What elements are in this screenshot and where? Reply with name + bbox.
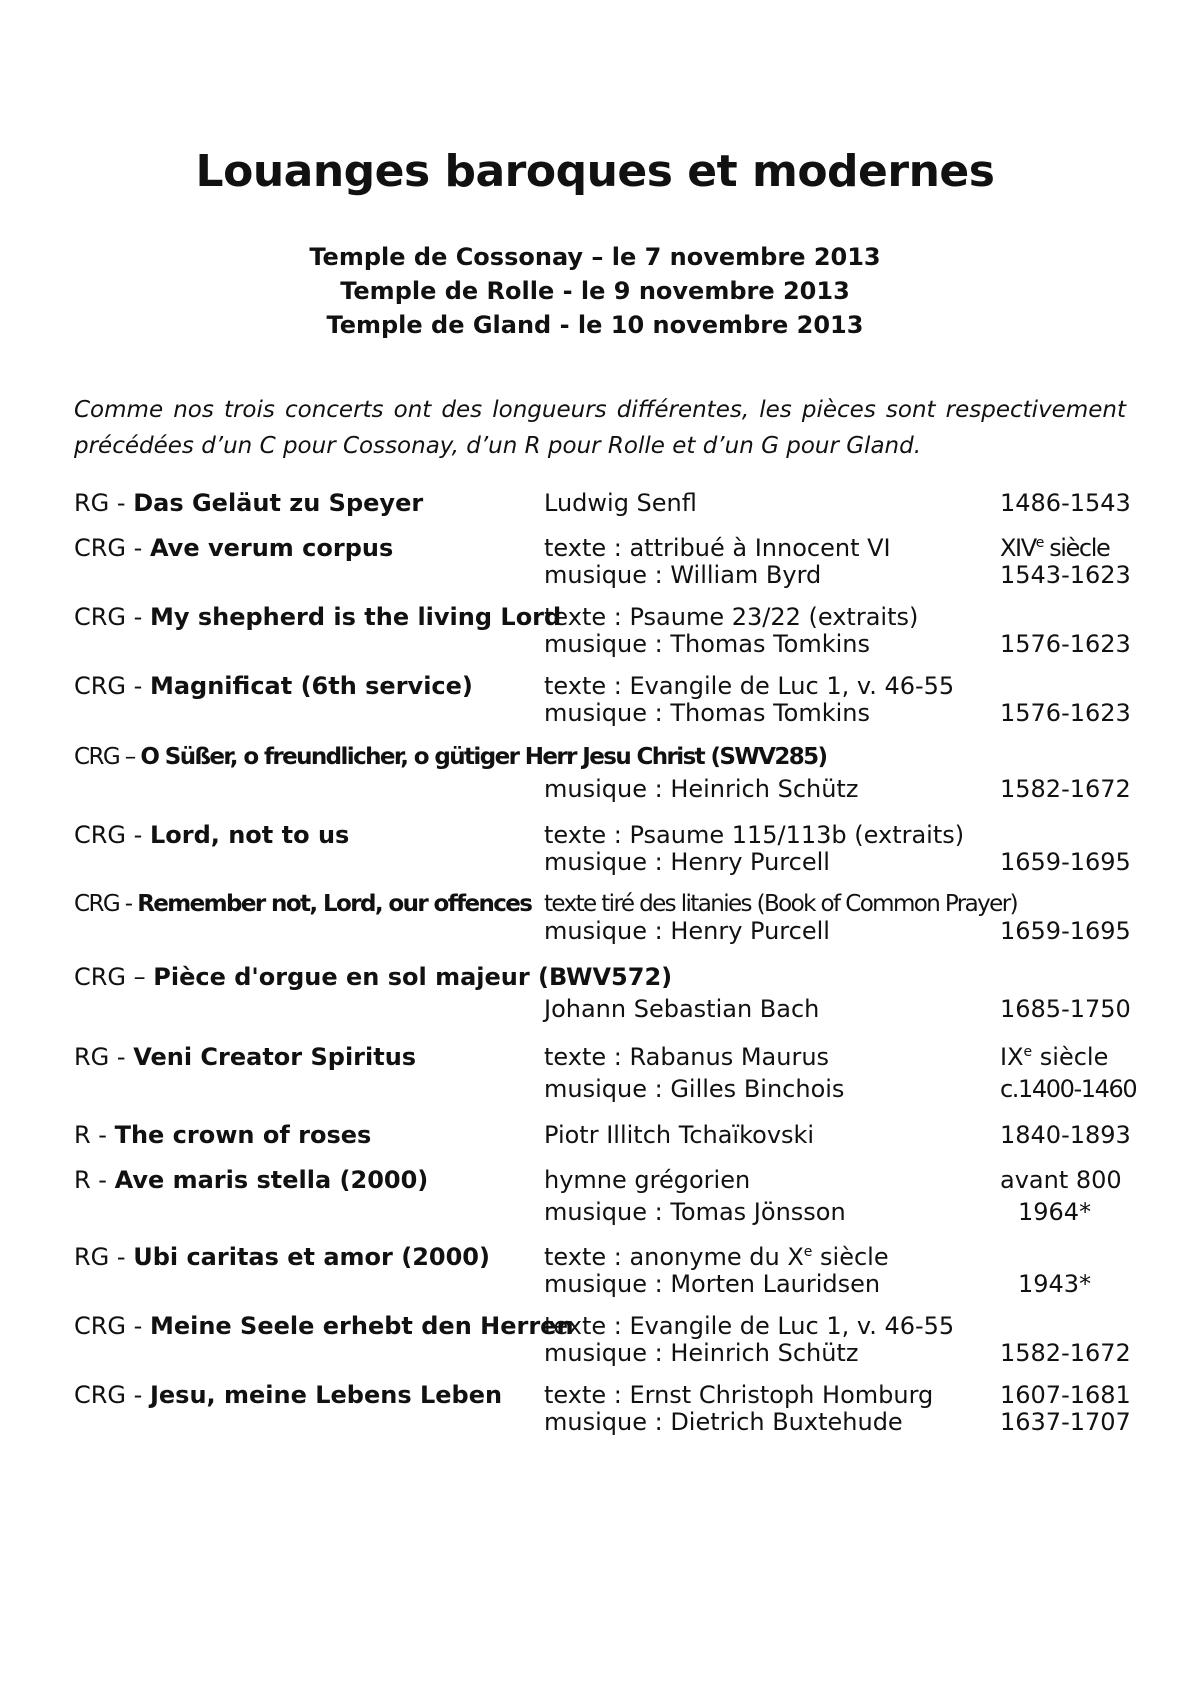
date-value <box>1000 1338 1131 1368</box>
credit-line <box>544 1269 880 1299</box>
date-text: 1607-1681 <box>1000 1381 1131 1409</box>
piece-title: Das Geläut zu Speyer <box>133 489 424 517</box>
credit-text: musique : Heinrich Schütz <box>544 775 859 803</box>
credit-text-suffix: siècle <box>812 1243 889 1271</box>
piece-title: Ave verum corpus <box>149 534 394 562</box>
date-text: 1486-1543 <box>1000 489 1131 517</box>
credit-line <box>544 774 858 804</box>
credit-text: musique : Dietrich Buxtehude <box>544 1408 903 1436</box>
date-text: 1582-1672 <box>1000 1339 1131 1367</box>
credit-line <box>544 1042 829 1072</box>
credit-text: musique : Thomas Tomkins <box>544 699 871 727</box>
date-suffix: siècle <box>1032 1043 1109 1071</box>
page-title: Louanges baroques et modernes <box>195 146 995 197</box>
credit-text: Ludwig Senfl <box>544 489 697 517</box>
date-value <box>1000 1120 1131 1150</box>
credit-line <box>544 602 918 632</box>
date-value <box>1018 1197 1091 1227</box>
piece-heading <box>74 488 423 518</box>
date-text: 1543-1623 <box>1000 561 1131 589</box>
venue-prefix: R - <box>74 1166 115 1194</box>
credit-text: texte : Evangile de Luc 1, v. 46-55 <box>544 1312 955 1340</box>
venue-prefix: CRG - <box>74 821 150 849</box>
date-value <box>1000 1380 1131 1410</box>
credit-line <box>544 889 1017 919</box>
venue-prefix: RG - <box>74 489 134 517</box>
credit-text: musique : Gilles Binchois <box>544 1075 845 1103</box>
piece-heading <box>74 1042 416 1072</box>
credit-text: texte : Ernst Christoph Homburg <box>544 1381 934 1409</box>
piece-heading <box>74 671 473 701</box>
date-text: 1943* <box>1018 1270 1092 1298</box>
venue-line: Temple de Rolle - le 9 novembre 2013 <box>340 277 850 305</box>
piece-title: Jesu, meine Lebens Leben <box>149 1381 503 1409</box>
superscript: e <box>1035 535 1043 551</box>
date-text: 1964* <box>1018 1198 1092 1226</box>
date-value <box>1000 916 1131 946</box>
venue-list <box>0 240 1190 342</box>
credit-text: musique : Thomas Tomkins <box>544 630 871 658</box>
credit-text: hymne grégorien <box>544 1166 751 1194</box>
credit-text: musique : Morten Lauridsen <box>544 1270 881 1298</box>
credit-line <box>544 488 697 518</box>
date-value <box>1000 629 1131 659</box>
piece-heading <box>74 962 672 992</box>
piece-title: Remember not, Lord, our offences <box>137 891 532 917</box>
credit-text: musique : Henry Purcell <box>544 848 830 876</box>
piece-title: Meine Seele erhebt den Herren <box>149 1312 574 1340</box>
credit-text: texte : Psaume 23/22 (extraits) <box>544 603 919 631</box>
credit-line <box>544 560 821 590</box>
date-text: XIV <box>1000 534 1036 562</box>
piece-heading <box>74 1165 428 1195</box>
date-value <box>1000 774 1131 804</box>
venue-prefix: CRG – <box>74 744 141 770</box>
piece-title: The crown of roses <box>114 1121 372 1149</box>
superscript: e <box>803 1244 813 1260</box>
piece-heading <box>74 1120 371 1150</box>
date-value <box>1000 1407 1131 1437</box>
piece-heading <box>74 602 561 632</box>
credit-line <box>544 820 964 850</box>
credit-line <box>544 1074 844 1104</box>
piece-title: Veni Creator Spiritus <box>133 1043 417 1071</box>
piece-heading <box>74 742 826 772</box>
piece-heading <box>74 889 531 919</box>
date-text: 1659-1695 <box>1000 848 1131 876</box>
credit-line <box>544 1242 889 1272</box>
piece-heading <box>74 533 393 563</box>
credit-text: texte : Rabanus Maurus <box>544 1043 830 1071</box>
credit-line <box>544 698 870 728</box>
date-text: 1576-1623 <box>1000 699 1131 727</box>
credit-line <box>544 1197 846 1227</box>
date-text: 1659-1695 <box>1000 917 1131 945</box>
date-suffix: siècle <box>1042 534 1110 562</box>
date-value <box>1000 533 1109 563</box>
credit-line <box>544 847 830 877</box>
date-text: c.1400-1460 <box>1000 1075 1137 1103</box>
credit-line <box>544 1380 933 1410</box>
credit-text: musique : William Byrd <box>544 561 822 589</box>
date-text: 1685-1750 <box>1000 995 1131 1023</box>
venue-prefix: RG - <box>74 1043 134 1071</box>
venue-line: Temple de Cossonay – le 7 novembre 2013 <box>309 243 881 271</box>
credit-line <box>544 1120 814 1150</box>
piece-title: O Süßer, o freundlicher, o gütiger Herr Jesu Christ (SWV285) <box>140 744 827 770</box>
credit-line <box>544 1165 750 1195</box>
credit-text: musique : Heinrich Schütz <box>544 1339 859 1367</box>
credit-line <box>544 916 830 946</box>
venue-prefix: CRG - <box>74 1312 150 1340</box>
credit-text: texte : anonyme du X <box>544 1243 804 1271</box>
credit-text: texte : Psaume 115/113b (extraits) <box>544 821 965 849</box>
piece-heading <box>74 1380 502 1410</box>
credit-line <box>544 1311 954 1341</box>
venue-prefix: CRG - <box>74 891 138 917</box>
intro-paragraph: Comme nos trois concerts ont des longueurs différentes, les pièces sont respectivement précédées d’un C pour Cossonay, d’un R pour Rolle et d’un G pour Gland. <box>74 397 1126 459</box>
venue-prefix: CRG - <box>74 534 150 562</box>
credit-line <box>544 1338 858 1368</box>
piece-heading <box>74 820 349 850</box>
credit-line <box>544 994 819 1024</box>
piece-title: Lord, not to us <box>149 821 350 849</box>
date-value <box>1000 1165 1122 1195</box>
piece-title: Ave maris stella (2000) <box>114 1166 429 1194</box>
date-text: 1582-1672 <box>1000 775 1131 803</box>
venue-prefix: CRG - <box>74 1381 150 1409</box>
date-value <box>1000 698 1131 728</box>
piece-heading <box>74 1311 574 1341</box>
date-value <box>1018 1269 1091 1299</box>
date-text: 1840-1893 <box>1000 1121 1131 1149</box>
credit-text: texte tiré des litanies (Book of Common Prayer) <box>544 891 1017 917</box>
credit-text: texte : Evangile de Luc 1, v. 46-55 <box>544 672 955 700</box>
venue-prefix: CRG - <box>74 672 150 700</box>
credit-text: musique : Tomas Jönsson <box>544 1198 846 1226</box>
venue-prefix: RG - <box>74 1243 134 1271</box>
superscript: e <box>1023 1044 1033 1060</box>
date-text: avant 800 <box>1000 1166 1122 1194</box>
credit-text: texte : attribué à Innocent VI <box>544 534 891 562</box>
date-text: 1637-1707 <box>1000 1408 1131 1436</box>
credit-line <box>544 629 870 659</box>
piece-title: Ubi caritas et amor (2000) <box>133 1243 490 1271</box>
piece-title: My shepherd is the living Lord <box>149 603 562 631</box>
venue-prefix: CRG - <box>74 603 150 631</box>
venue-prefix: R - <box>74 1121 115 1149</box>
piece-title: Pièce d'orgue en sol majeur (BWV572) <box>153 963 673 991</box>
date-value <box>1000 1042 1108 1072</box>
date-value <box>1000 994 1131 1024</box>
date-text: IX <box>1000 1043 1024 1071</box>
venue-line: Temple de Gland - le 10 novembre 2013 <box>326 311 864 339</box>
date-value <box>1000 560 1131 590</box>
piece-heading <box>74 1242 490 1272</box>
date-value <box>1000 488 1131 518</box>
credit-text: Johann Sebastian Bach <box>544 995 820 1023</box>
credit-line <box>544 533 891 563</box>
credit-text: Piotr Illitch Tchaïkovski <box>544 1121 815 1149</box>
piece-title: Magnificat (6th service) <box>149 672 473 700</box>
date-text: 1576-1623 <box>1000 630 1131 658</box>
venue-prefix: CRG – <box>74 963 154 991</box>
date-value <box>1000 1074 1136 1104</box>
date-value <box>1000 847 1131 877</box>
credit-line <box>544 671 954 701</box>
credit-line <box>544 1407 903 1437</box>
credit-text: musique : Henry Purcell <box>544 917 830 945</box>
